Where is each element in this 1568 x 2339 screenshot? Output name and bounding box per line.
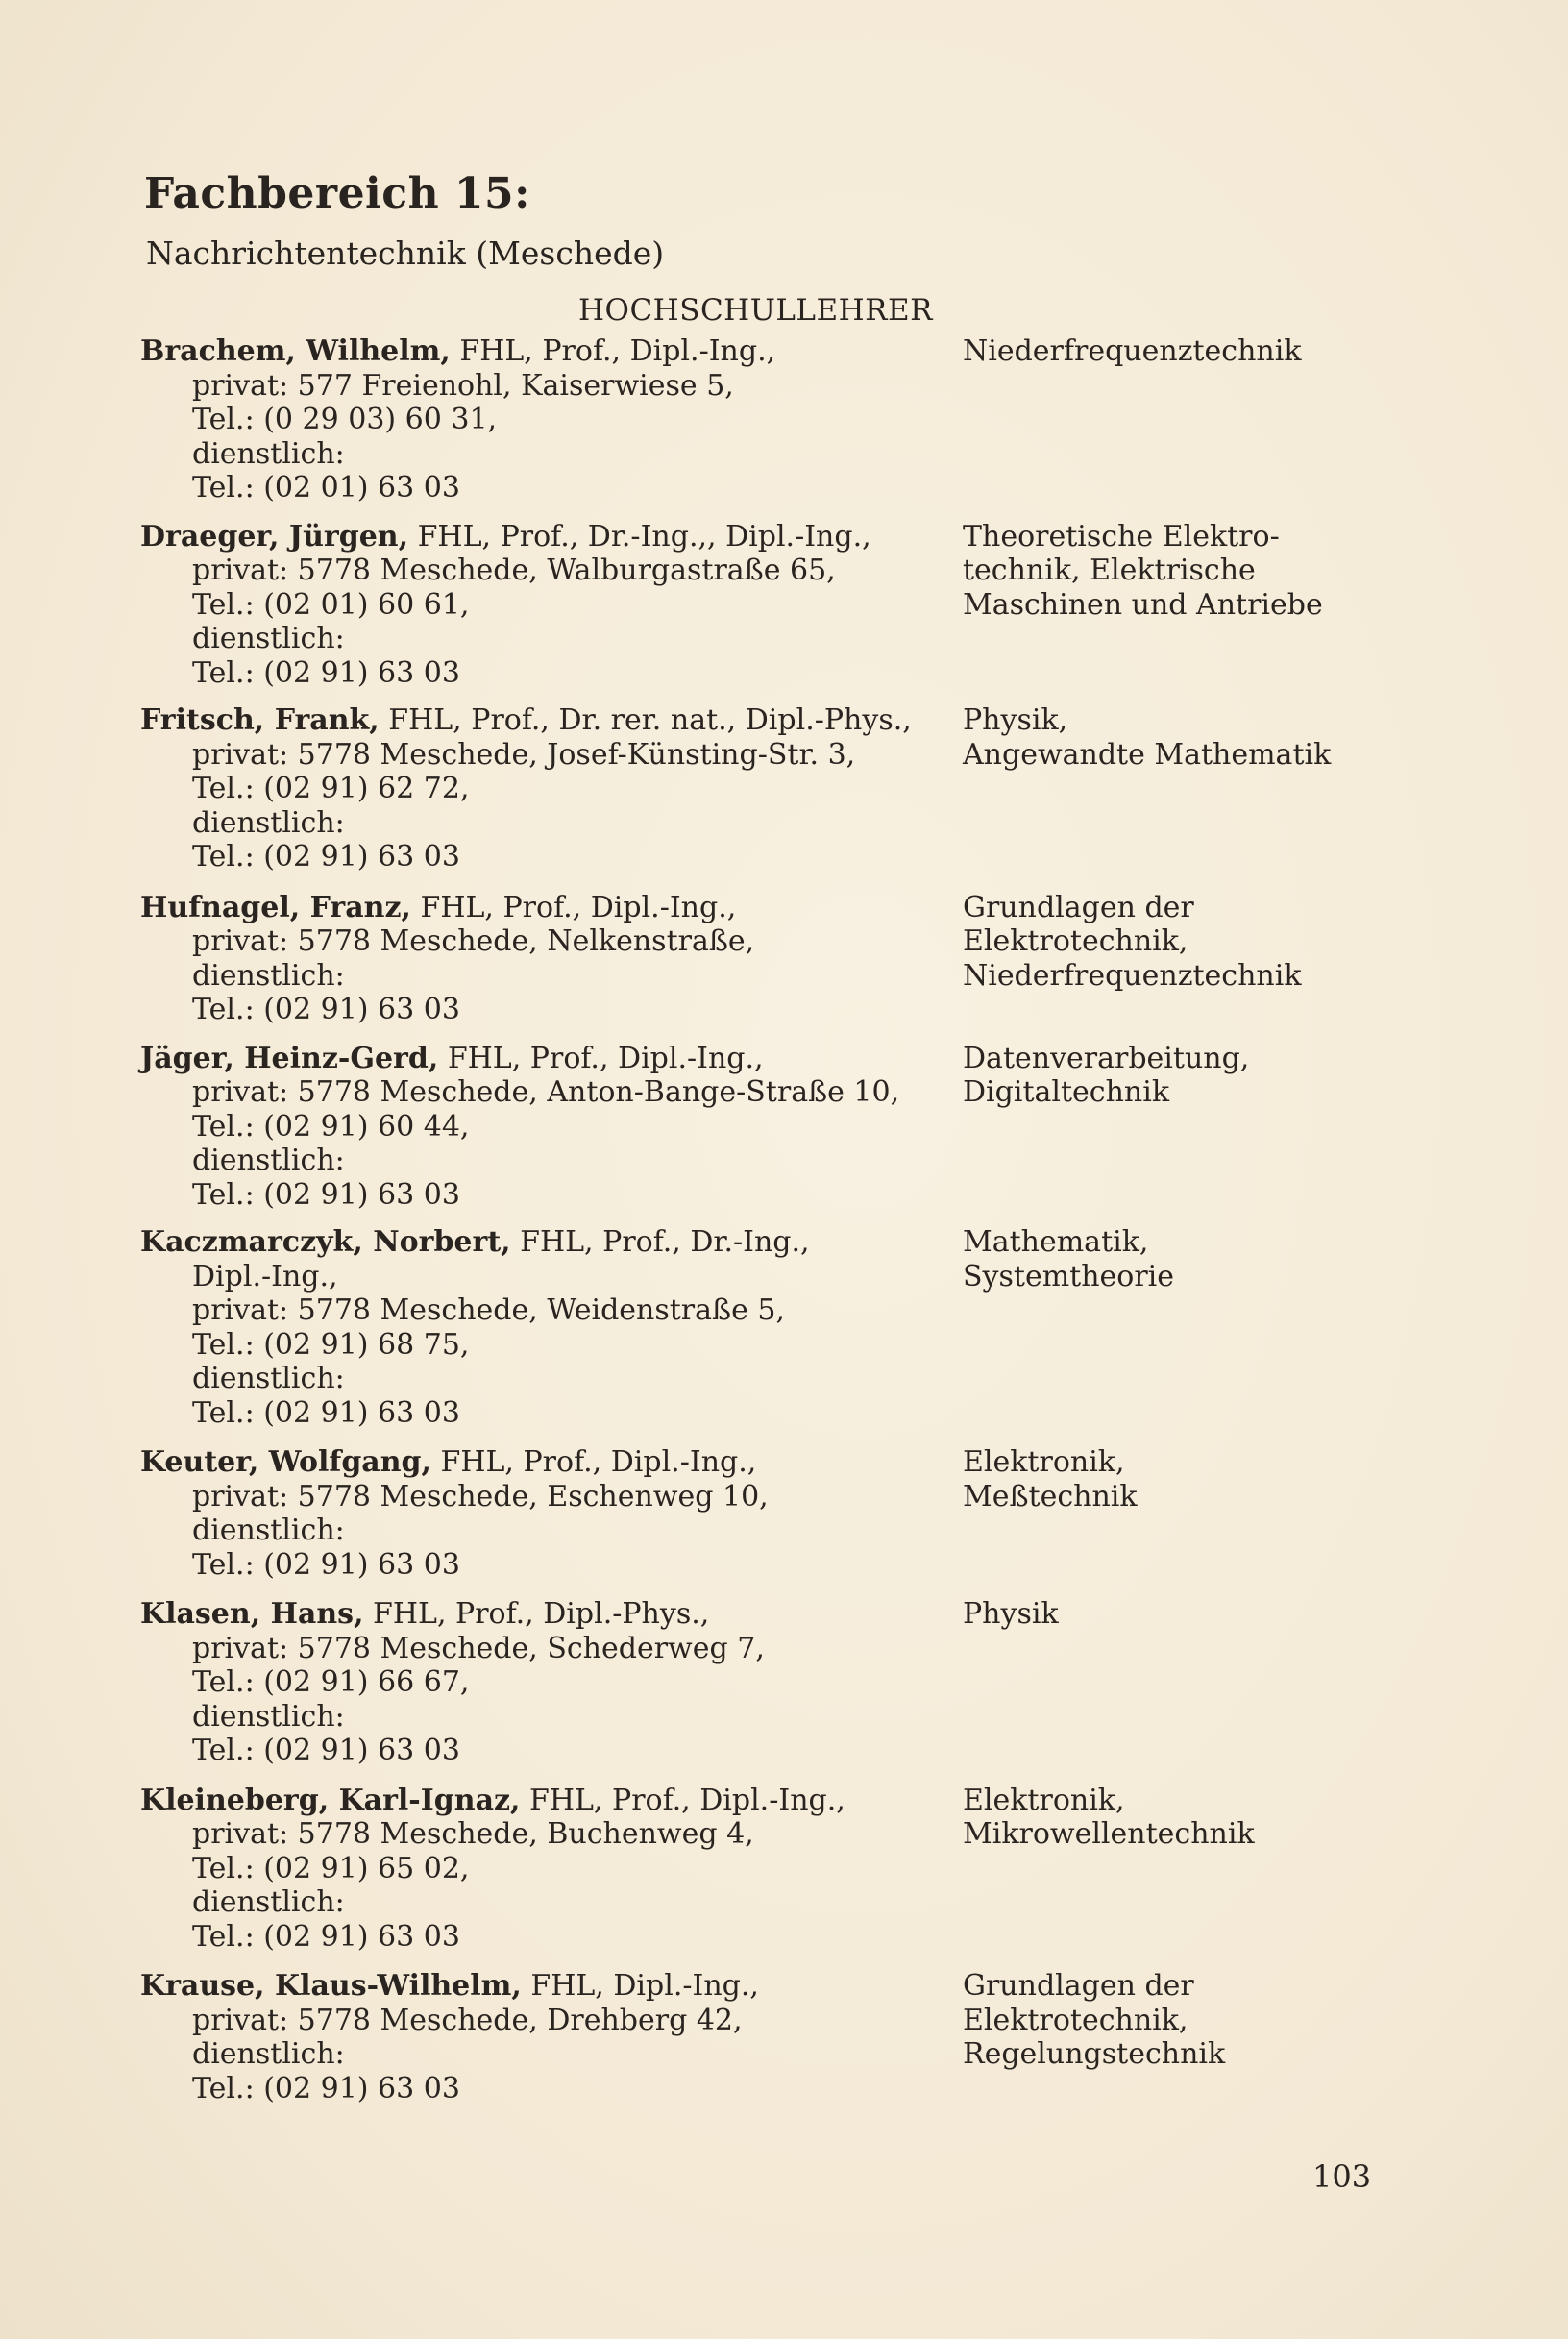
contact-line: dienstlich: <box>192 805 345 840</box>
faculty-entry <box>140 1597 1409 1768</box>
contact-line: Tel.: (02 91) 63 03 <box>192 1919 460 1954</box>
entry-details <box>140 1445 947 1582</box>
person-name: Kaczmarczyk, Norbert, <box>140 1225 511 1259</box>
contact-line: Tel.: (02 91) 63 03 <box>192 2071 460 2105</box>
person-name: Fritsch, Frank, <box>140 703 380 737</box>
entry-details <box>140 1042 947 1213</box>
subject-line: Physik <box>963 1597 1059 1631</box>
subject-area <box>963 703 1405 772</box>
subject-line: Niederfrequenztechnik <box>963 334 1302 368</box>
person-name: Klasen, Hans, <box>140 1597 364 1631</box>
subject-line: Datenverarbeitung, <box>963 1041 1250 1075</box>
contact-line: privat: 5778 Meschede, Walburgastraße 65, <box>192 554 836 587</box>
contact-line: Tel.: (02 91) 63 03 <box>192 655 460 690</box>
subject-line: Systemtheorie <box>963 1259 1175 1293</box>
contact-line: privat: 5778 Meschede, Josef-Künsting-Str. 3, <box>192 737 856 772</box>
subject-line: Elektronik, <box>963 1445 1125 1479</box>
subject-area <box>963 1445 1405 1514</box>
faculty-entry <box>140 520 1409 691</box>
person-name: Draeger, Jürgen, <box>140 519 409 554</box>
contact-line: Tel.: (02 91) 62 72, <box>192 772 470 805</box>
subject-area <box>963 1597 1405 1632</box>
contact-line: dienstlich: <box>192 1144 345 1177</box>
entry-heading-line <box>140 703 947 738</box>
subject-area <box>963 1225 1405 1293</box>
person-title: FHL, Prof., Dipl.-Ing., <box>410 890 737 924</box>
contact-line: Tel.: (02 91) 63 03 <box>192 1734 460 1767</box>
subject-line: Elektrotechnik, <box>963 924 1188 958</box>
subject-line: Digitaltechnik <box>963 1075 1170 1109</box>
entry-heading-line <box>140 1445 947 1480</box>
person-title: FHL, Dipl.-Ing., <box>521 1969 759 2003</box>
subject-line: Mikrowellentechnik <box>963 1817 1255 1851</box>
page-title: Fachbereich 15: <box>144 169 530 218</box>
subject-area <box>963 520 1405 623</box>
contact-line: dienstlich: <box>192 1362 345 1395</box>
entry-details <box>140 1969 947 2105</box>
person-title: FHL, Prof., Dipl.-Ing., <box>450 334 776 368</box>
contact-line: privat: 5778 Meschede, Weidenstraße 5, <box>192 1293 785 1327</box>
contact-line: privat: 5778 Meschede, Nelkenstraße, <box>192 924 755 958</box>
contact-line: dienstlich: <box>192 622 345 655</box>
person-title: FHL, Prof., Dr. rer. nat., Dipl.-Phys., <box>379 703 912 737</box>
contact-line: dienstlich: <box>192 1885 345 1919</box>
subject-line: Mathematik, <box>963 1225 1149 1259</box>
contact-line: privat: 5778 Meschede, Buchenweg 4, <box>192 1817 754 1851</box>
faculty-entry <box>140 703 1409 874</box>
entry-details <box>140 891 947 1027</box>
person-title: FHL, Prof., Dipl.-Ing., <box>520 1783 845 1817</box>
contact-line: privat: 577 Freienohl, Kaiserwiese 5, <box>192 368 734 403</box>
entry-heading-line <box>140 1042 947 1076</box>
subject-area <box>963 1969 1405 2072</box>
contact-line: dienstlich: <box>192 1514 345 1547</box>
contact-line: dienstlich: <box>192 958 345 993</box>
entry-details <box>140 520 947 691</box>
person-name: Krause, Klaus-Wilhelm, <box>140 1969 522 2003</box>
entry-details <box>140 703 947 874</box>
faculty-entry <box>140 1969 1409 2105</box>
entry-heading-line <box>140 520 947 554</box>
contact-line: Tel.: (02 91) 63 03 <box>192 993 460 1026</box>
person-title: FHL, Prof., Dipl.-Phys., <box>363 1597 710 1631</box>
entry-heading-line <box>140 334 947 369</box>
contact-line: Tel.: (02 91) 60 44, <box>192 1109 470 1144</box>
contact-line: Tel.: (02 91) 63 03 <box>192 1395 460 1430</box>
contact-line: Tel.: (02 91) 63 03 <box>192 1177 460 1212</box>
subject-line: Regelungstechnik <box>963 2037 1226 2071</box>
entry-details <box>140 1225 947 1430</box>
contact-line: dienstlich: <box>192 436 345 471</box>
entry-details <box>140 334 947 505</box>
entry-heading-line <box>140 1784 947 1818</box>
page-subtitle: Nachrichtentechnik (Meschede) <box>146 234 665 272</box>
person-title: FHL, Prof., Dr.-Ing.,, Dipl.-Ing., <box>408 519 871 554</box>
subject-area <box>963 1042 1405 1110</box>
person-name: Keuter, Wolfgang, <box>140 1445 431 1479</box>
contact-line: Tel.: (02 91) 63 03 <box>192 840 460 874</box>
subject-line: Elektronik, <box>963 1783 1125 1817</box>
contact-line: Tel.: (02 91) 65 02, <box>192 1851 470 1885</box>
person-title: FHL, Prof., Dipl.-Ing., <box>430 1445 757 1479</box>
contact-line: Tel.: (0 29 03) 60 31, <box>192 403 498 436</box>
entry-details <box>140 1597 947 1768</box>
entry-details <box>140 1784 947 1955</box>
page-number: 103 <box>1312 2158 1372 2195</box>
contact-line: Dipl.-Ing., <box>192 1259 338 1293</box>
contact-line: dienstlich: <box>192 2037 345 2071</box>
contact-line: privat: 5778 Meschede, Schederweg 7, <box>192 1631 765 1665</box>
subject-line: technik, Elektrische <box>963 554 1256 587</box>
subject-line: Meßtechnik <box>963 1479 1138 1514</box>
subject-line: Physik, <box>963 703 1068 737</box>
contact-line: privat: 5778 Meschede, Eschenweg 10, <box>192 1479 769 1514</box>
contact-line: privat: 5778 Meschede, Drehberg 42, <box>192 2003 743 2037</box>
person-name: Jäger, Heinz-Gerd, <box>140 1041 439 1075</box>
faculty-list <box>140 334 1409 2105</box>
subject-line: Niederfrequenztechnik <box>963 958 1302 993</box>
faculty-entry <box>140 891 1409 1027</box>
faculty-entry <box>140 1042 1409 1213</box>
contact-line: Tel.: (02 01) 60 61, <box>192 587 470 622</box>
entry-heading-line <box>140 1225 947 1260</box>
contact-line: Tel.: (02 91) 63 03 <box>192 1547 460 1582</box>
person-title: FHL, Prof., Dipl.-Ing., <box>438 1041 764 1075</box>
subject-line: Elektrotechnik, <box>963 2003 1188 2037</box>
contact-line: Tel.: (02 91) 68 75, <box>192 1327 470 1362</box>
subject-line: Grundlagen der <box>963 1969 1194 2003</box>
subject-area <box>963 1784 1405 1852</box>
entry-heading-line <box>140 1969 947 2004</box>
contact-line: privat: 5778 Meschede, Anton-Bange-Straße 10, <box>192 1075 900 1109</box>
faculty-entry <box>140 1445 1409 1582</box>
section-heading: HOCHSCHULLEHRER <box>578 293 933 328</box>
subject-area <box>963 334 1405 369</box>
faculty-entry <box>140 1784 1409 1955</box>
faculty-entry <box>140 1225 1409 1430</box>
person-name: Brachem, Wilhelm, <box>140 334 451 368</box>
contact-line: dienstlich: <box>192 1699 345 1734</box>
subject-line: Theoretische Elektro- <box>963 519 1280 554</box>
person-title: FHL, Prof., Dr.-Ing., <box>510 1225 810 1259</box>
subject-line: Angewandte Mathematik <box>963 737 1332 772</box>
person-name: Hufnagel, Franz, <box>140 890 411 924</box>
subject-line: Grundlagen der <box>963 890 1194 924</box>
subject-area <box>963 891 1405 994</box>
contact-line: Tel.: (02 91) 66 67, <box>192 1665 470 1699</box>
entry-heading-line <box>140 1597 947 1632</box>
contact-line: Tel.: (02 01) 63 03 <box>192 471 460 505</box>
entry-heading-line <box>140 891 947 925</box>
subject-line: Maschinen und Antriebe <box>963 587 1323 622</box>
faculty-entry <box>140 334 1409 505</box>
person-name: Kleineberg, Karl-Ignaz, <box>140 1783 521 1817</box>
